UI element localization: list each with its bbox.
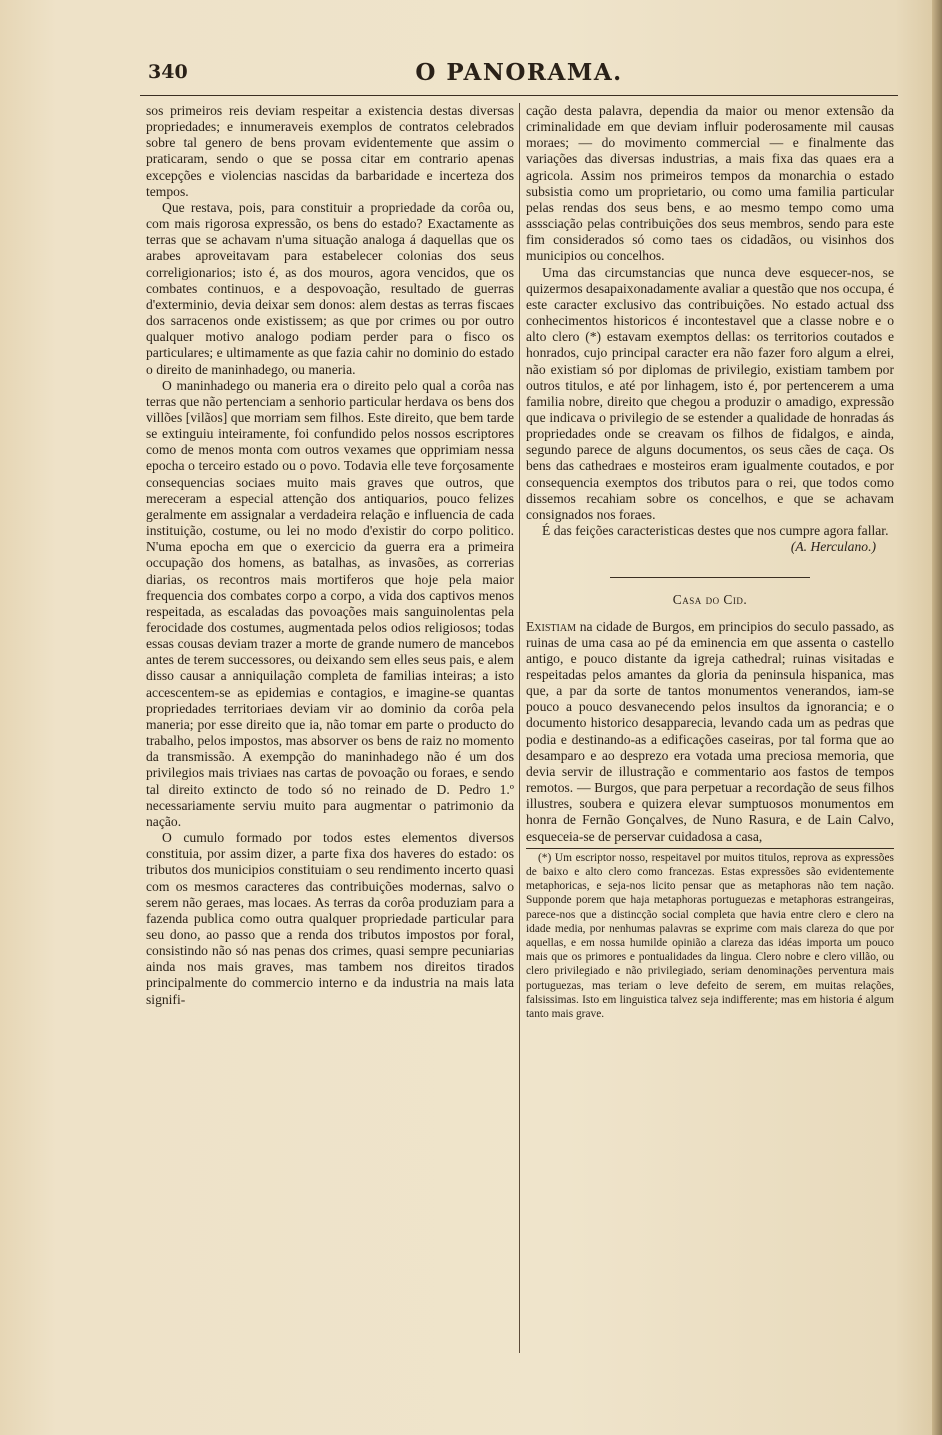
paragraph: O cumulo formado por todos estes elementos diversos constituia, por assim dizer, a parte fixa dos haveres do estado: os tributos dos municipios constituiam o seu rendimento incerto quasi com os mesmos caracteres das contribuições modernas, salvo o serem não geraes, mas locaes. As terras da corôa produziam para a fazenda publica como outra qualquer propriedade particular para seu dono, ao passo que a renda dos tributos impostos por foral, consistindo não só nas penas dos crimes, quasi sempre pecuniarias ainda nos mais graves, mas tambem nos direitos tirados principalmente do commercio interno e da industria na mais lata signifi- xyxy=(146,830,514,1007)
footnote-text: (*) Um escriptor nosso, respeitavel por muitos titulos, reprova as expressões de baixo e alto clero como francezas. Estas expressões são evidentemente metaphoricas, e seja-nos licito pensar que as metaphoras não tem nação. Supponde porem que haja metaphoras portuguezas e metaphoras estrangeiras, parece-nos que a distincção social completa que havia entre clero e clero na idade media, por nenhumas palavras se exprime com mais clareza do que por aquellas, e em nossa humilde opinião a clareza das idéas importa um pouco mais que os primores e pontualidades da lingua. Clero nobre e clero villão, ou clero privilegiado e não privilegiado, seriam denominações perventura mais portuguezas, mas teriam o leve defeito de serem, em muitas relações, falsissimas. Isto em linguistica talvez seja indifferente; mas em historia é algum tanto mais grave. xyxy=(526,851,894,1020)
section-title: Casa do Cid. xyxy=(672,592,748,608)
paragraph: cação desta palavra, dependia da maior ou menor extensão da criminalidade em que deviam influir poderosamente mil causas moraes; — do movimento commercial — e finalmente das variações das diversas industrias, a mais fixa das quaes era a agricola. Assim nos primeiros tempos da monarchia o estado subsistia como um proprietario, ou como uma familia particular pelas rendas dos seus bens, e ao mesmo tempo como uma asssciação pelas contribuições dos seus membros, sendo para este fim considerados só como taes os cidadãos, ou visinhos dos municipios ou concelhos. xyxy=(526,103,894,264)
right-column xyxy=(526,103,894,1373)
section-text: na cidade de Burgos, em principios do seculo passado, as ruinas de uma casa ao pé da eminencia em que assenta o castello antigo, e pouco distante da igreja cathedral; ruinas visitadas e respeitadas pelos amantes da gloria da peninsula hispanica, mas que, a par da sorte de tantos monumentos venerandos, iam-se pouco a pouco desvanecendo pelos insultos da ignorancia; e o documento historico desapparecia, levando cada um as pedras que podia e destinando-as a edificações caseiras, por tal forma que ao desamparo e ao desprezo era votada uma preciosa memoria, que devia servir de illustração e commentario aos fastos de tempos remotos. — Burgos, que para perpetuar a recordação de seus filhos illustres, soubera e quizera elevar sumptuosos monumentos em honra de Fernão Gonçalves, de Nuno Rasura, e de Lain Calvo, esqueceia-se de perservar cuidadosa a casa, xyxy=(526,618,894,844)
paragraph: Que restava, pois, para constituir a propriedade da corôa ou, com mais rigorosa expressão, os bens do estado? Exactamente as terras que se achavam n'uma situação analoga á daquellas que os arabes aproveitavam para estabelecer colonias dos seus correligionarios; isto é, as dos mouros, agora vencidos, que os combates continuos, e a despovoação, resultado de guerras d'exterminio, devia deixar sem donos: alem destas as terras fiscaes dos sarracenos onde existissem; as que por crimes ou por outro qualquer motivo analogo podiam perder para o fisco os particulares; e ultimamente as que fazia cahir no dominio do estado o direito de maninhadego, ou maneria. xyxy=(146,199,514,377)
page-header xyxy=(140,55,898,95)
page-number: 340 xyxy=(148,61,188,83)
left-column xyxy=(146,103,514,1351)
paragraph: sos primeiros reis deviam respeitar a existencia destas diversas propriedades; e innumeraveis exemplos de contratos celebrados sobre tal genero de bens provam evidentemente que assim o praticaram, sendo o que se possa citar em contrario apenas excepções e violencias nascidas da barbaridade e incerteza dos tempos. xyxy=(146,103,514,199)
paragraph: É das feições caracteristicas destes que nos cumpre agora fallar. xyxy=(542,523,889,539)
paragraph: O maninhadego ou maneria era o direito pelo qual a corôa nas terras que não pertenciam a senhorio particular herdava os bens dos villões [vilãos] que morriam sem filhos. Este direito, que bem tarde se extinguiu inteiramente, foi confundido pelos nossos escriptores como de menos monta com outros vexames que opprimiam nessa epocha o terceiro estado ou o povo. Todavia elle teve forçosamente consequencias sociaes muito mais graves que outros, que mereceram a especial attenção dos antiquarios, pouco felizes geralmente em assignalar a verdadeira relação e influencia de cada instituição, costume, ou lei no modo d'existir do corpo politico. N'uma epocha em que o exercicio da guerra era a primeira occupação dos homens, as batalhas, as invasões, as correrias diarias, os recontros mais mortiferos que hoje pela maior frequencia dos combates corpo a corpo, a vida dos captivos menos respeitada, as escaladas das povoações mais sanguinolentas pela ferocidade dos costumes, augmentada pelos odios religiosos; todas essas cousas deviam trazer a morte de grande numero de mancebos antes de terem successores, ou deixando sem elles seus pais, e alem disso causar a anniquilação completa de familias inteiras; a isto accescentem-se as epidemias e contagios, e imagine-se quantas propriedades territoriaes deviam vir ao dominio da corôa pela maneria; por esse direito que ia, não tomar em parte o producto do trabalho, pelos impostos, mas absorver os bens de raiz no momento da transmissão. A exempção do maninhadego não é um dos privilegios mais triviaes nas cartas de povoação ou foraes, e sendo tal direito extincto de todo só no reinado de D. Pedro 1.º necessariamente serviu muito para augmentar o patrimonio da nação. xyxy=(146,377,514,829)
running-title: O PANORAMA. xyxy=(415,59,623,86)
section-paragraph xyxy=(526,619,894,845)
author-signature: (A. Herculano.) xyxy=(790,539,876,555)
section-separator xyxy=(610,577,810,578)
page-edge xyxy=(932,0,942,1435)
paragraph: Uma das circumstancias que nunca deve esquecer-nos, se quizermos desapaixonadamente avaliar a questão que nos occupa, é este caracter exclusivo das contribuições. No estado actual dss conhecimentos historicos é incontestavel que a classe nobre e o alto clero (*) estavam exemptos dellas: os territorios coutados e honrados, cujo principal caracter era não fazer foro algum a elrei, não existiam só por diplomas de privilegio, existiam tambem por outros titulos, e até por linhagem, isto é, por pertencerem a uma familia nobre, direito que chegou a produzir o amadigo, expressão que indicava o privilegio de se estender a qualidade de honradas ás propriedades onde se creavam os filhos de fidalgos, e ainda, segundo parece de alguns documentos, os seus cães de caça. Os bens das cathedraes e mosteiros eram igualmente coutados, e por consequencia exemptos dos tributos para o rei, que todos como dissemos recahiam sobre os concelhos, e que se achavam consignados nos foraes. xyxy=(526,264,895,522)
footnote xyxy=(526,848,894,1021)
column-divider xyxy=(519,103,520,1353)
section-lead-word: Existiam xyxy=(526,618,576,634)
header-rule xyxy=(140,95,898,96)
